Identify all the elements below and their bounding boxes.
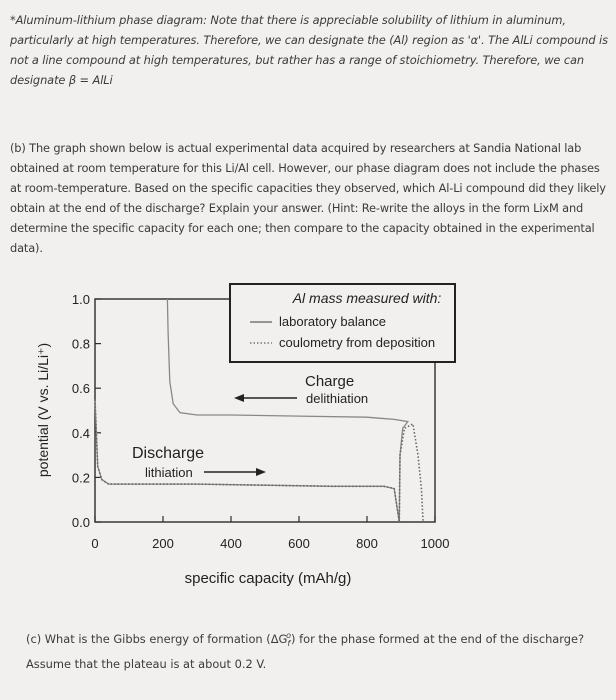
question-c-line1-end: ) for the phase formed at the end of the discharge? [291,631,585,646]
x-tick-label: 1000 [420,536,450,551]
question-c-text [26,626,611,674]
x-ticks [91,516,449,551]
question-c-sub: f [287,639,291,649]
question-c-line2: Assume that the plateau is at about 0.2 V. [26,657,267,672]
y-tick-label: 0.2 [71,470,90,486]
discharge-arrow-head [256,468,266,476]
x-tick-label: 800 [356,536,378,551]
charge-arrow-head [234,394,244,402]
delithiation-label: delithiation [306,391,369,406]
legend-entry-dotted: coulometry from deposition [279,335,436,350]
legend-title: Al mass measured with: [292,290,442,306]
series-coulometry-charge [399,424,423,522]
x-axis-label: specific capacity (mAh/g) [184,570,352,587]
question-c-line1-start: (c) What is the Gibbs energy of formation (ΔG [26,631,288,646]
question-c-sup: o [286,631,292,640]
y-tick-label: 0.0 [71,515,90,530]
y-ticks [72,292,101,530]
phase-diagram-note: *Aluminum-lithium phase diagram: Note that there is appreciable solubility of lithium in aluminum, particularly at high temperatures. Therefore, we can designate the (Al) region as 'α'. The AlLi compound is not a line compound at high temperatures, but rather has a range of stoichiometry. Therefore, we can designate β = AlLi [10,13,608,87]
x-tick-label: 0 [91,536,99,551]
charge-label: Charge [305,373,355,390]
y-tick-label: 1.0 [71,292,90,307]
y-tick-label: 0.4 [71,425,90,441]
y-tick-label: 0.6 [71,381,90,397]
x-tick-label: 600 [288,536,310,551]
lithiation-label: lithiation [145,465,193,480]
discharge-label: Discharge [132,445,205,462]
x-tick-label: 400 [220,536,242,551]
x-tick-label: 200 [152,536,174,551]
y-tick-label: 0.8 [71,336,90,352]
legend-entry-solid: laboratory balance [279,314,386,329]
y-axis-label: potential (V vs. Li/Li⁺) [35,342,51,478]
question-b-text: (b) The graph shown below is actual experimental data acquired by researchers at Sandia National lab obtained at room temperature for this Li/Al cell. However, our phase diagram does not include the phases at room-temperature. Based on the specific capacities they observed, which Al-Li compound did they likely obtain at the end of the discharge? Explain your answer. (Hint: Re-write the alloys in the form LixM and determine the specific capacity for each one; then compare to the capacity obtained in the experimental data). [10,141,606,255]
